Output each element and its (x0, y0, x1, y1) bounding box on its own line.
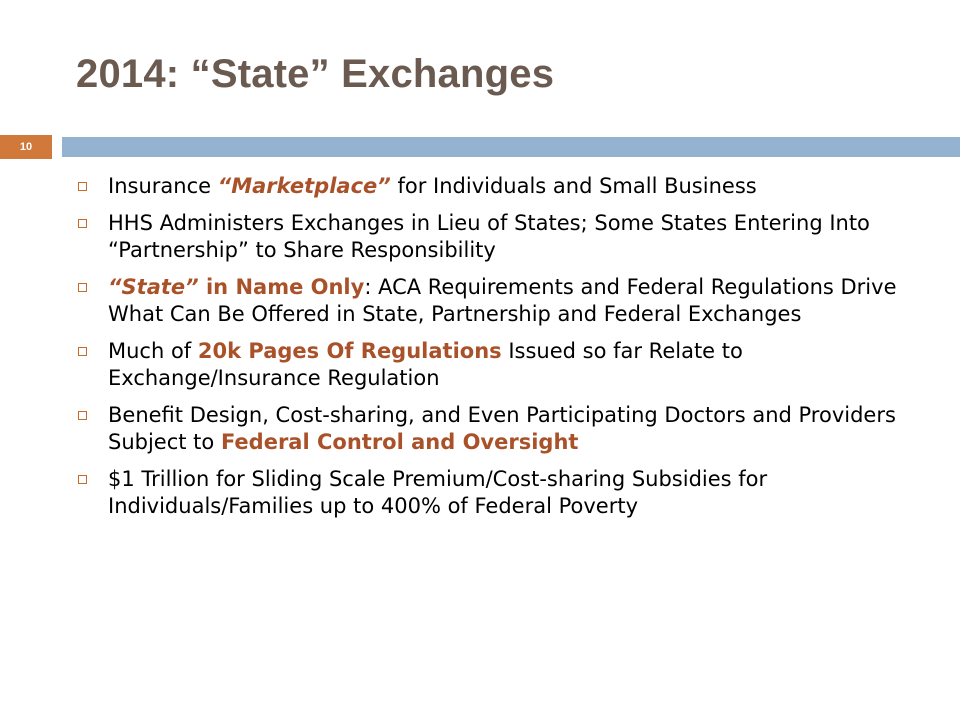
bullet-list (78, 173, 918, 530)
bullet-text-segment: HHS Administers Exchanges in Lieu of States; Some States Entering Into “Partnership” to Share Responsibility (108, 211, 870, 262)
square-bullet-icon (78, 411, 87, 420)
title-divider-bar (62, 137, 960, 157)
bullet-text-segment: Insurance (108, 174, 218, 198)
bullet-highlight: “Marketplace” (217, 174, 391, 198)
bullet-highlight: 20k Pages Of Regulations (197, 339, 502, 363)
square-bullet-icon (78, 347, 87, 356)
square-bullet-icon (78, 283, 87, 292)
bullet-item (78, 210, 918, 264)
bullet-highlight: “State” (108, 275, 199, 299)
bullet-item (78, 466, 918, 520)
bullet-text (108, 467, 767, 518)
bullet-text (108, 174, 757, 198)
bullet-text-segment: $1 Trillion for Sliding Scale Premium/Cost-sharing Subsidies for Individuals/Families up to 400% of Federal Poverty (108, 467, 768, 518)
square-bullet-icon (78, 219, 87, 228)
square-bullet-icon (78, 475, 87, 484)
bullet-item (78, 274, 918, 328)
bullet-text-segment: for Individuals and Small Business (390, 174, 757, 198)
bullet-text (108, 275, 897, 326)
bullet-text (108, 339, 743, 390)
bullet-item (78, 173, 918, 200)
page-number-badge: 10 (0, 135, 52, 159)
bullet-text-segment: Issued so far Relate to Exchange/Insurance Regulation (108, 339, 743, 390)
bullet-text (108, 211, 870, 262)
square-bullet-icon (78, 182, 87, 191)
bullet-text-segment: : ACA Requirements and Federal Regulations Drive What Can Be Offered in State, Partnership and Federal Exchanges (108, 275, 897, 326)
bullet-text-segment: Benefit Design, Cost-sharing, and Even Participating Doctors and Providers Subject to (108, 403, 896, 454)
bullet-item (78, 338, 918, 392)
bullet-text (108, 403, 896, 454)
bullet-item (78, 402, 918, 456)
slide-title: 2014: “State” Exchanges (76, 52, 555, 96)
bullet-text-segment: Much of (108, 339, 198, 363)
bullet-highlight: Federal Control and Oversight (220, 430, 579, 454)
bullet-highlight: in Name Only (198, 275, 365, 299)
